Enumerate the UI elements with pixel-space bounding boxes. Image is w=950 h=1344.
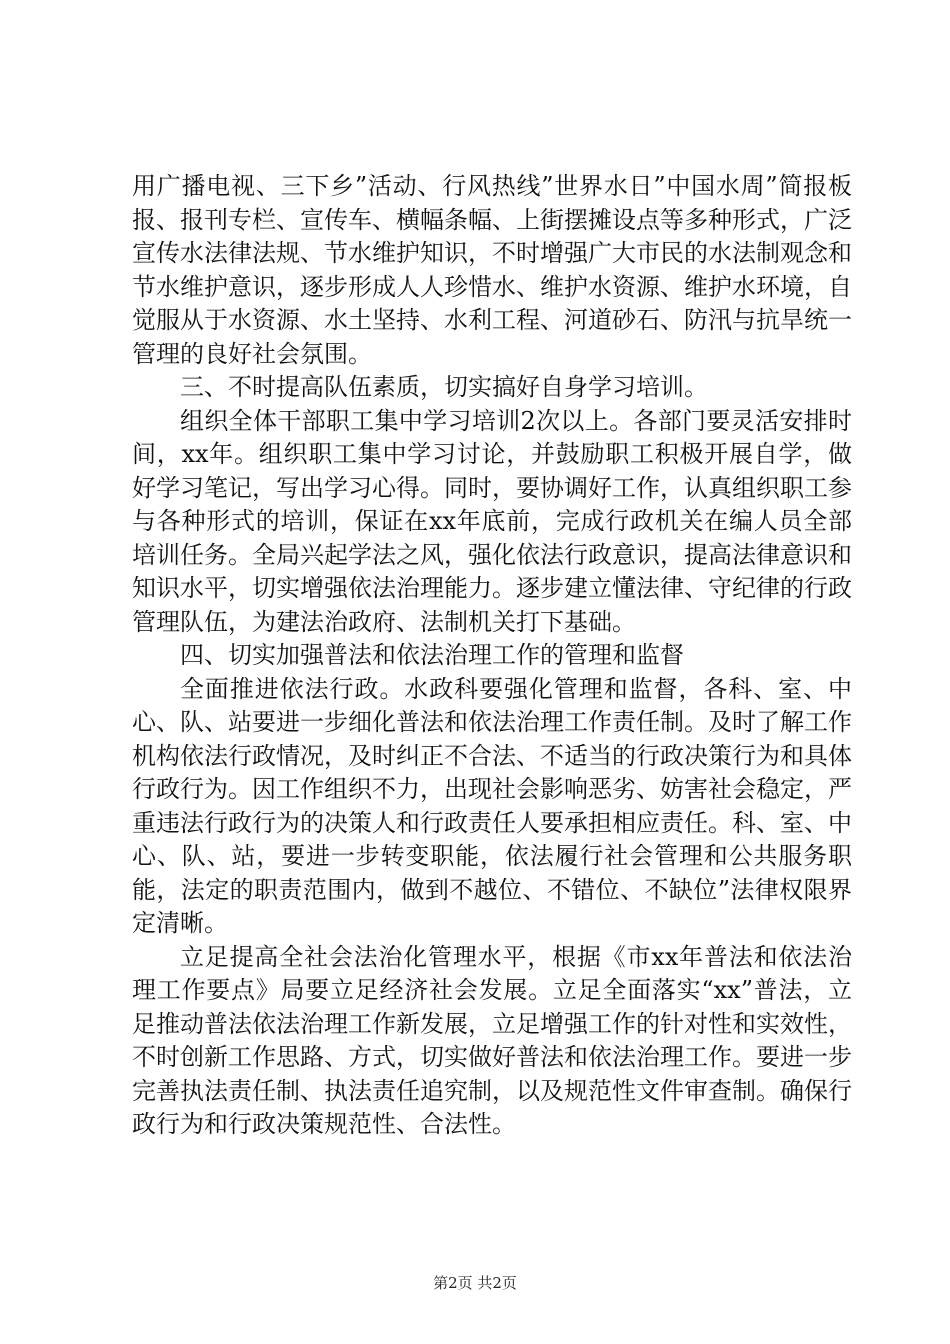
paragraph: 组织全体干部职工集中学习培训2次以上。各部门要灵活安排时间，xx年。组织职工集中学习讨论，并鼓励职工积极开展自学，做好学习笔记，写出学习心得。同时，要协调好工作，认真组织职工参与各种形式的培训，保证在xx年底前，完成行政机关在编人员全部培训任务。全局兴起学法之风，强化依法行政意识，提高法律意识和知识水平，切实增强依法治理能力。逐步建立懂法律、守纪律的行政管理队伍，为建法治政府、法制机关打下基础。 xyxy=(132,406,852,636)
paragraph: 用广播电视、三下乡”活动、行风热线”世界水日”中国水周”简报板报、报刊专栏、宣传车、横幅条幅、上街摆摊设点等多种形式，广泛宣传水法律法规、节水维护知识，不时增强广大市民的水法制观念和节水维护意识，逐步形成人人珍惜水、维护水资源、维护水环境，自觉服从于水资源、水土坚持、水利工程、河道砂石、防汛与抗旱统一管理的良好社会氛围。 xyxy=(132,172,852,368)
section-heading: 四、切实加强普法和依法治理工作的管理和监督 xyxy=(180,641,684,669)
paragraph: 全面推进依法行政。水政科要强化管理和监督，各科、室、中心、队、站要进一步细化普法和依法治理工作责任制。及时了解工作机构依法行政情况，及时纠正不合法、不适当的行政决策行为和具体行政行为。因工作组织不力，出现社会影响恶劣、妨害社会稳定，严重违法行政行为的决策人和行政责任人要承担相应责任。科、室、中心、队、站，要进一步转变职能，依法履行社会管理和公共服务职能，法定的职责范围内，做到不越位、不错位、不缺位”法律权限界定清晰。 xyxy=(132,674,852,937)
page-number-footer: 第2页 共2页 xyxy=(433,1274,517,1292)
section-heading: 三、不时提高队伍素质，切实搞好自身学习培训。 xyxy=(180,373,708,401)
paragraph: 立足提高全社会法治化管理水平，根据《市xx年普法和依法治理工作要点》局要立足经济社会发展。立足全面落实“xx”普法，立足推动普法依法治理工作新发展，立足增强工作的针对性和实效性，不时创新工作思路、方式，切实做好普法和依法治理工作。要进一步完善执法责任制、执法责任追究制，以及规范性文件审查制。确保行政行为和行政决策规范性、合法性。 xyxy=(132,942,852,1138)
document-body xyxy=(132,170,852,1142)
